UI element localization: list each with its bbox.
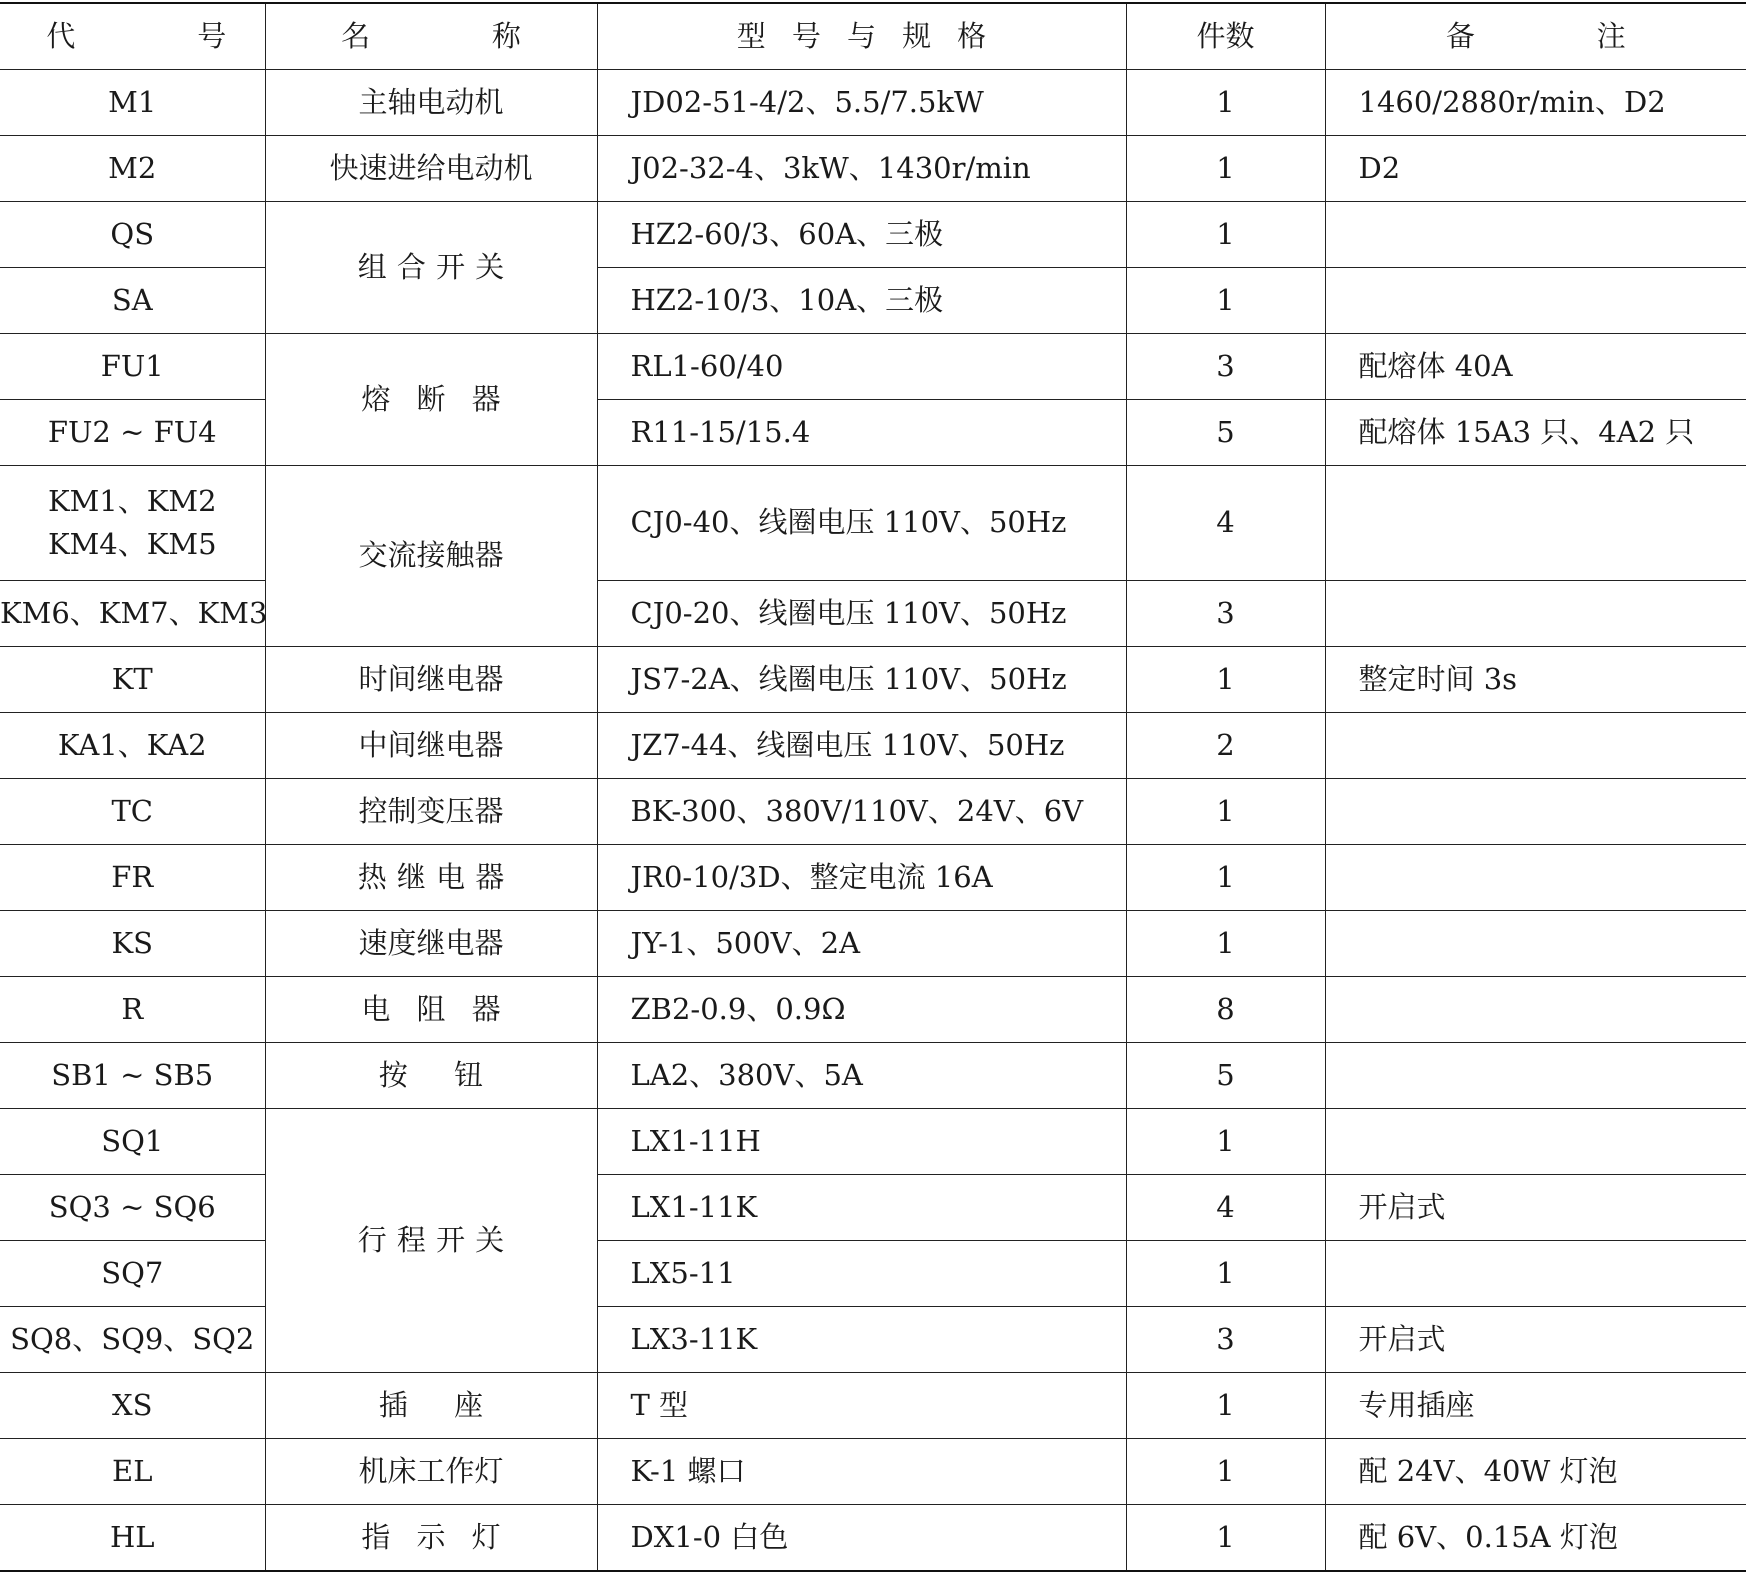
table-row bbox=[0, 136, 1746, 202]
cell-spec: R11-15/15.4 bbox=[597, 400, 1126, 466]
header-name: 名 称 bbox=[265, 3, 597, 70]
cell-code-line1: KM1、KM2 bbox=[47, 483, 217, 518]
cell-code: R bbox=[0, 977, 265, 1043]
cell-spec: HZ2-60/3、60A、三极 bbox=[597, 202, 1126, 268]
cell-code: M2 bbox=[0, 136, 265, 202]
cell-code: EL bbox=[0, 1439, 265, 1505]
cell-code: SQ8、SQ9、SQ2 bbox=[0, 1307, 265, 1373]
cell-name: 熔断器 bbox=[265, 334, 597, 466]
table-body bbox=[0, 70, 1746, 1572]
cell-code: QS bbox=[0, 202, 265, 268]
header-row bbox=[0, 3, 1746, 70]
cell-note: D2 bbox=[1325, 136, 1746, 202]
cell-note: 整定时间 3s bbox=[1325, 647, 1746, 713]
cell-code: KA1、KA2 bbox=[0, 713, 265, 779]
table-row bbox=[0, 1109, 1746, 1175]
cell-spec: JR0-10/3D、整定电流 16A bbox=[597, 845, 1126, 911]
cell-note bbox=[1325, 911, 1746, 977]
cell-qty: 3 bbox=[1126, 334, 1325, 400]
cell-qty: 1 bbox=[1126, 647, 1325, 713]
cell-code: HL bbox=[0, 1505, 265, 1572]
cell-qty: 1 bbox=[1126, 1109, 1325, 1175]
table-row bbox=[0, 779, 1746, 845]
cell-name: 中间继电器 bbox=[265, 713, 597, 779]
cell-code: FU2 ~ FU4 bbox=[0, 400, 265, 466]
cell-qty: 1 bbox=[1126, 1505, 1325, 1572]
cell-qty: 5 bbox=[1126, 1043, 1325, 1109]
cell-note bbox=[1325, 1043, 1746, 1109]
cell-qty: 1 bbox=[1126, 202, 1325, 268]
cell-code: SA bbox=[0, 268, 265, 334]
cell-spec: JZ7-44、线圈电压 110V、50Hz bbox=[597, 713, 1126, 779]
cell-qty: 5 bbox=[1126, 400, 1325, 466]
cell-qty: 1 bbox=[1126, 70, 1325, 136]
header-code: 代 号 bbox=[0, 3, 265, 70]
table-row bbox=[0, 466, 1746, 581]
cell-qty: 1 bbox=[1126, 1373, 1325, 1439]
table-row bbox=[0, 647, 1746, 713]
cell-name: 快速进给电动机 bbox=[265, 136, 597, 202]
cell-qty: 1 bbox=[1126, 779, 1325, 845]
cell-code: SQ3 ~ SQ6 bbox=[0, 1175, 265, 1241]
table-row bbox=[0, 911, 1746, 977]
cell-qty: 3 bbox=[1126, 1307, 1325, 1373]
header-spec: 型号与规格 bbox=[597, 3, 1126, 70]
cell-qty: 1 bbox=[1126, 845, 1325, 911]
cell-note bbox=[1325, 1241, 1746, 1307]
table-row bbox=[0, 1307, 1746, 1373]
cell-note: 专用插座 bbox=[1325, 1373, 1746, 1439]
cell-qty: 1 bbox=[1126, 1241, 1325, 1307]
cell-code-line2: KM4、KM5 bbox=[47, 527, 217, 561]
table-row bbox=[0, 1505, 1746, 1572]
cell-name: 电阻器 bbox=[265, 977, 597, 1043]
cell-spec: LX5-11 bbox=[597, 1241, 1126, 1307]
cell-code bbox=[0, 466, 265, 581]
cell-spec: ZB2-0.9、0.9Ω bbox=[597, 977, 1126, 1043]
table-row bbox=[0, 70, 1746, 136]
cell-name: 控制变压器 bbox=[265, 779, 597, 845]
cell-qty: 1 bbox=[1126, 1439, 1325, 1505]
cell-name: 速度继电器 bbox=[265, 911, 597, 977]
table-row bbox=[0, 713, 1746, 779]
table-header bbox=[0, 3, 1746, 70]
cell-name: 交流接触器 bbox=[265, 466, 597, 647]
table-row bbox=[0, 202, 1746, 268]
cell-note bbox=[1325, 1109, 1746, 1175]
table-row bbox=[0, 1439, 1746, 1505]
table-row bbox=[0, 268, 1746, 334]
cell-note bbox=[1325, 466, 1746, 581]
table-row bbox=[0, 334, 1746, 400]
table-row bbox=[0, 400, 1746, 466]
cell-qty: 4 bbox=[1126, 1175, 1325, 1241]
cell-qty: 1 bbox=[1126, 268, 1325, 334]
parts-table bbox=[0, 2, 1746, 1572]
cell-spec: LX1-11K bbox=[597, 1175, 1126, 1241]
cell-code: KT bbox=[0, 647, 265, 713]
cell-note: 开启式 bbox=[1325, 1307, 1746, 1373]
cell-spec: JS7-2A、线圈电压 110V、50Hz bbox=[597, 647, 1126, 713]
cell-note bbox=[1325, 202, 1746, 268]
cell-spec: JD02-51-4/2、5.5/7.5kW bbox=[597, 70, 1126, 136]
table-row bbox=[0, 845, 1746, 911]
cell-spec: LX3-11K bbox=[597, 1307, 1126, 1373]
cell-qty: 3 bbox=[1126, 581, 1325, 647]
cell-code: FR bbox=[0, 845, 265, 911]
cell-spec: CJ0-40、线圈电压 110V、50Hz bbox=[597, 466, 1126, 581]
cell-note bbox=[1325, 977, 1746, 1043]
cell-spec: CJ0-20、线圈电压 110V、50Hz bbox=[597, 581, 1126, 647]
cell-code: TC bbox=[0, 779, 265, 845]
cell-code: FU1 bbox=[0, 334, 265, 400]
table-row bbox=[0, 977, 1746, 1043]
cell-spec: DX1-0 白色 bbox=[597, 1505, 1126, 1572]
cell-name: 主轴电动机 bbox=[265, 70, 597, 136]
table-row bbox=[0, 1043, 1746, 1109]
cell-spec: K-1 螺口 bbox=[597, 1439, 1126, 1505]
cell-spec: T 型 bbox=[597, 1373, 1126, 1439]
cell-spec: JY-1、500V、2A bbox=[597, 911, 1126, 977]
cell-code: XS bbox=[0, 1373, 265, 1439]
header-qty: 件数 bbox=[1126, 3, 1325, 70]
cell-note bbox=[1325, 581, 1746, 647]
table-row bbox=[0, 1373, 1746, 1439]
cell-qty: 8 bbox=[1126, 977, 1325, 1043]
cell-note: 开启式 bbox=[1325, 1175, 1746, 1241]
cell-name: 按钮 bbox=[265, 1043, 597, 1109]
cell-code: KS bbox=[0, 911, 265, 977]
cell-spec: RL1-60/40 bbox=[597, 334, 1126, 400]
cell-spec: BK-300、380V/110V、24V、6V bbox=[597, 779, 1126, 845]
header-note: 备 注 bbox=[1325, 3, 1746, 70]
cell-note: 1460/2880r/min、D2 bbox=[1325, 70, 1746, 136]
cell-name: 热继电器 bbox=[265, 845, 597, 911]
cell-spec: LX1-11H bbox=[597, 1109, 1126, 1175]
cell-code: SB1 ~ SB5 bbox=[0, 1043, 265, 1109]
cell-spec: HZ2-10/3、10A、三极 bbox=[597, 268, 1126, 334]
cell-note bbox=[1325, 268, 1746, 334]
cell-code: KM6、KM7、KM3 bbox=[0, 581, 265, 647]
cell-note bbox=[1325, 713, 1746, 779]
cell-note bbox=[1325, 845, 1746, 911]
table-row bbox=[0, 1241, 1746, 1307]
cell-qty: 1 bbox=[1126, 136, 1325, 202]
cell-note bbox=[1325, 779, 1746, 845]
cell-code: SQ1 bbox=[0, 1109, 265, 1175]
cell-note: 配 6V、0.15A 灯泡 bbox=[1325, 1505, 1746, 1572]
cell-name: 行程开关 bbox=[265, 1109, 597, 1373]
cell-name: 插座 bbox=[265, 1373, 597, 1439]
cell-qty: 2 bbox=[1126, 713, 1325, 779]
cell-spec: J02-32-4、3kW、1430r/min bbox=[597, 136, 1126, 202]
cell-qty: 1 bbox=[1126, 911, 1325, 977]
cell-qty: 4 bbox=[1126, 466, 1325, 581]
cell-name: 机床工作灯 bbox=[265, 1439, 597, 1505]
cell-note: 配 24V、40W 灯泡 bbox=[1325, 1439, 1746, 1505]
cell-note: 配熔体 40A bbox=[1325, 334, 1746, 400]
cell-code: M1 bbox=[0, 70, 265, 136]
cell-spec: LA2、380V、5A bbox=[597, 1043, 1126, 1109]
table-row bbox=[0, 1175, 1746, 1241]
cell-note: 配熔体 15A3 只、4A2 只 bbox=[1325, 400, 1746, 466]
cell-name: 指示灯 bbox=[265, 1505, 597, 1572]
cell-code: SQ7 bbox=[0, 1241, 265, 1307]
table-row bbox=[0, 581, 1746, 647]
cell-name: 时间继电器 bbox=[265, 647, 597, 713]
cell-name: 组合开关 bbox=[265, 202, 597, 334]
